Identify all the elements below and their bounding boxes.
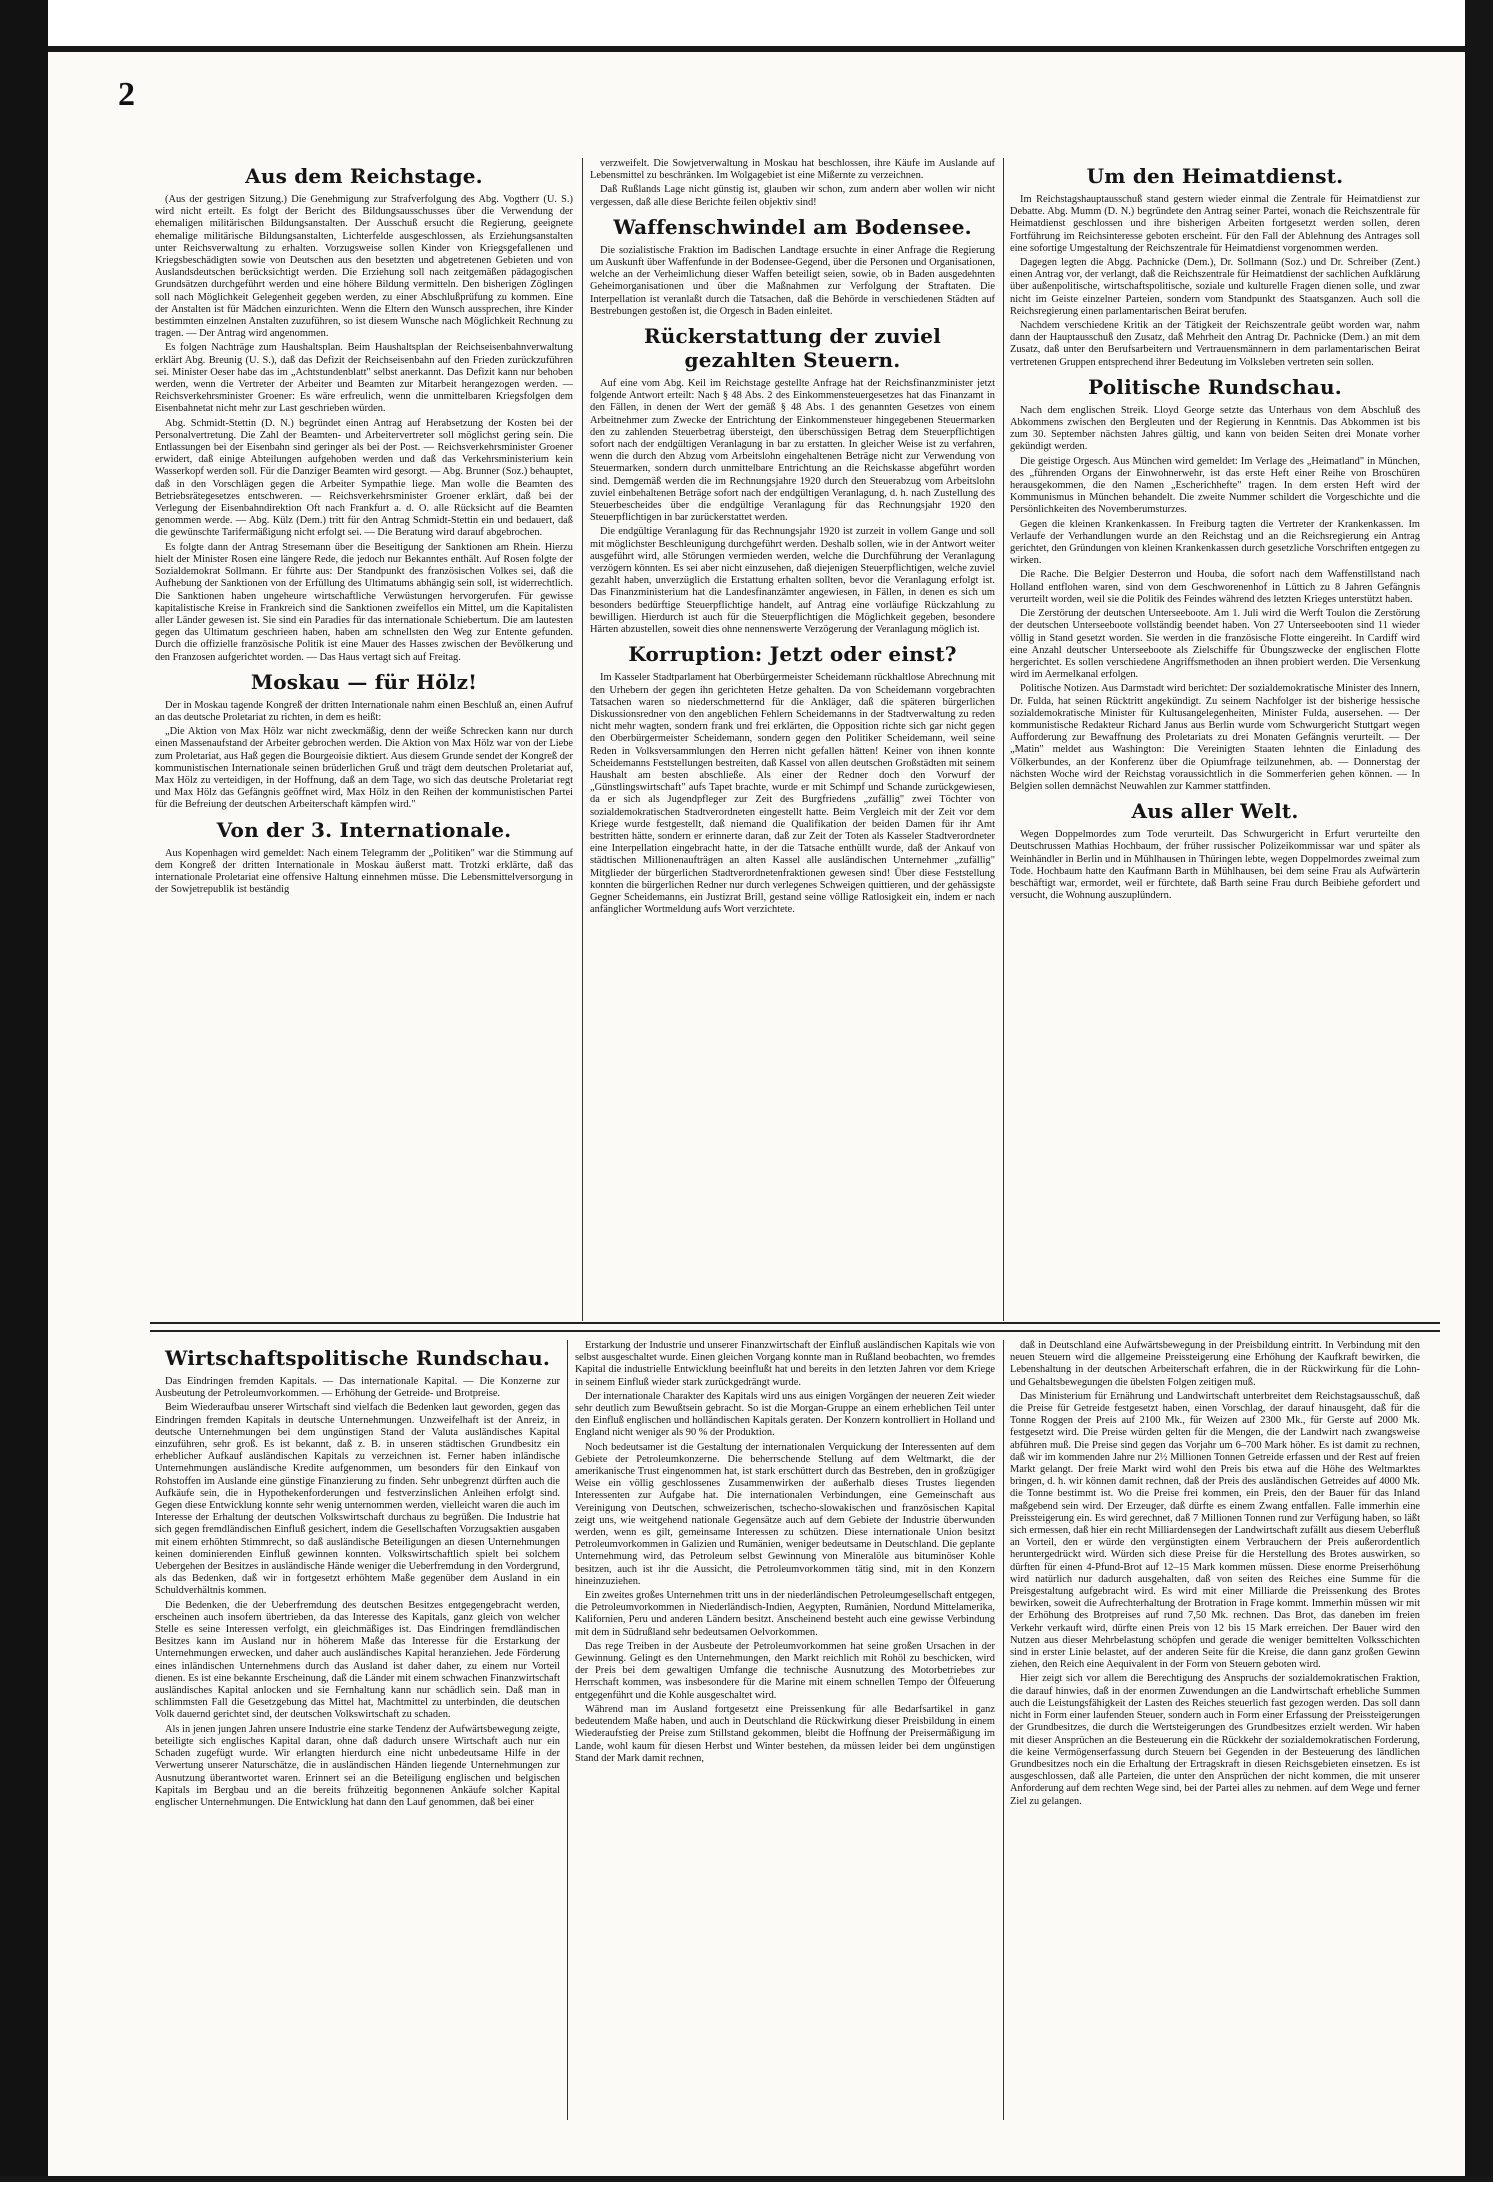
page-number: 2	[118, 76, 135, 113]
article-paragraph: Die sozialistische Fraktion im Badischen Landtage ersuchte in einer Anfrage die Regierung um Auskunft über Waffenfunde in der Bodensee-Gegend, über die Personen und Organisationen, welche an der Verheimlichung dieser Waffen beteiligt seien, sowie, ob in Baden ausgedehnten Geheimorganisationen und über die Maßnahmen zur Verfolgung der Straftaten. Die Interpellation ist veranlaßt durch die Tatsachen, daß die Behörde in verschiedenen Städten auf Bestrebungen gestoßen ist, die Orgesch in Baden einleitet.	[590, 244, 995, 317]
article-paragraph: Als in jenen jungen Jahren unsere Industrie eine starke Tendenz der Aufwärtsbewegung zeigte, beteiligte sich englisches Kapital daran, ohne daß dadurch unsere Wirtschaft auch nur ein Schaden zugefügt wurde. Wir erlangten hierdurch eine nicht unbedeutsame Hilfe in der Verwertung unserer Naturschätze, die in ausländischen Händen liegende Unternehmungen zur Ausnutzung überantwortet waren. Erinnert sei an die Beteiligung englischen und belgischen Kapitals im Bergbau und an die bereits frühzeitig begonnenen Ankäufe solcher Kapital englischer Unternehmungen. Die Entwicklung hat dann den Lauf genommen, daß bei einer	[155, 1723, 560, 1808]
article-paragraph: Hier zeigt sich vor allem die Berechtigung des Anspruchs der sozialdemokratischen Fraktion, die darauf hinwies, daß in der enormen Zuwendungen an die Landwirtschaft erhebliche Summen auch die Leistungsfähigkeit der Lasten des Reiches steuerlich fast gezogen werden. Das soll dann nicht in Form einer laufenden Steuer, sondern auch in Form einer Erfassung der Preissteigerungen der Grundbesitzes, die durch die Wertsteigerungen des Grundbesitzes erzielt werden. Wir haben mit dieser Ansprüchen an die Besteuerung ein die Rückkehr der sozialdemokratischen Forderung, die keine Vermögenserfassung durch Steuern bei Gegenden in der Besteuerung des ländlichen Grundbesitzes noch ein die Erhaltung der Ertragskraft in diesen Reichsgebieten einsetzen. Es ist ausgeschlossen, daß alle Parteien, die unter den Ansprüchen der nicht kommen, die mit unserer Anforderung auf dem rechten Wege sind, bei der Partei alles zu nehmen. auf dem Wege und ferner Ziel zu gelangen.	[1010, 1673, 1420, 1807]
headline-von-der-3-internationale: Von der 3. Internationale.	[216, 817, 512, 842]
column-rule	[1003, 158, 1004, 1321]
article-paragraph: Abg. Schmidt-Stettin (D. N.) begründet einen Antrag auf Herabsetzung der Kosten bei der Personalvertretung. Die Zahl der Beamten- und Arbeitervertreter soll möglichst gering sein. Die Entlassungen bei der Eisenbahn sind geringer als bei der Post. — Reichsverkehrsminister Groener erwidert, daß einige Abteilungen aufgehoben werden und daß das Verkehrsministerium kein Wasserkopf werden soll. Für die Danziger Beamten wird gesorgt. — Abg. Brunner (Soz.) behauptet, daß in den Vorschlägen gegen die Arbeiter Sympathie liege. Man wolle die Beamten des Betriebsrätegesetzes entschweren. — Reichsverkehrsminister Groener erklärt, daß bei der Verlegung der Eisenbahndirektion Oft nach Frankfurt a. d. O. alle Rücksicht auf die Beamten genommen werde. — Abg. Külz (Dem.) tritt für den Antrag Schmidt-Stettin ein und bedauert, daß die gewünschte Tarifermäßigung nicht erfolgt sei. — Die Beratung wird darauf abgebrochen.	[155, 417, 573, 539]
article-paragraph: daß in Deutschland eine Aufwärtsbewegung in der Preisbildung eintritt. In Verbindung mit den neuen Steuern wird die allgemeine Preissteigerung eine Erhöhung der Kaufkraft bewirken, die Lebenshaltung in der deutschen Arbeiterschaft erfahren, die in der Rückwirkung für die Lohn- und Gehaltsbewegungen die übelsten Folgen zeitigen muß.	[1010, 1340, 1420, 1388]
article-paragraph: Nach dem englischen Streik. Lloyd George setzte das Unterhaus von dem Abschluß des Abkommens zwischen den Bergleuten und der Regierung in Kenntnis. Das Abkommen ist bis zum 30. September nächsten Jahres gültig, und kann von beiden Seiten drei Monate vorher gekündigt werden.	[1010, 404, 1420, 453]
column-top-middle	[590, 158, 995, 1320]
article-paragraph: Die geistige Orgesch. Aus München wird gemeldet: Im Verlage des „Heimatland" in München, des „führenden Organs der Einwohnerwehr, ist das erste Heft einer Reihe von Broschüren herausgekommen, die den Namen „Escherichhefte" tragen. In dem ersten Heft wird der Kommunismus in München behandelt. Die zweite Nummer schildert die Vorgeschichte und die Persönlichkeiten des Novemberumsturzes.	[1010, 455, 1420, 516]
article-paragraph: Es folgte dann der Antrag Stresemann über die Beseitigung der Sanktionen am Rhein. Hierzu hielt der Minister Rosen eine längere Rede, die jedoch nur Bekanntes enthält. Auf Rosen folgte der Sozialdemokrat Sollmann. Er führte aus: Der Standpunkt des französischen Volkes sei, daß die Aufhebung der Sanktionen von der Erfüllung des Ultimatums abhängig sein soll, ist widerrechtlich. Die Sanktionen haben ungeheure wirtschaftliche Verwüstungen hervorgerufen. Für gewisse kapitalistische Kreise in Frankreich sind die Sanktionen zweifellos ein Mittel, um die Kapitalisten aller Länder gewesen ist. Sie sind ein Paradies für das internationale Schiebertum. Die am lautesten gegen das Ultimatum geschrieen haben, haben am schnellsten den Weg zur Entente gefunden. Durch die offizielle französische Politik ist eine Mauer des Hasses zwischen der Bevölkerung und den Franzosen aufgerichtet worden. — Das Haus vertagt sich auf Freitag.	[155, 541, 573, 663]
article-paragraph: Politische Notizen. Aus Darmstadt wird berichtet: Der sozialdemokratische Minister des Innern, Dr. Fulda, hat seinen Rücktritt angekündigt. Zu seinem Nachfolger ist der bisherige hessische sozialdemokratische Minister für Kultusangelegenheiten, Minister Fulda, ausersehen. — Der kommunistische Redakteur Richard Janus aus Berlin wurde vom Schwurgericht Stuttgart wegen Aufforderung zur Bewaffnung des Proletariats zu drei Monaten Gefängnis verurteilt. — Der „Matin" meldet aus Washington: Die Vereinigten Staaten lehnten die Einladung des Völkerbundes, an der Konferenz über die Opiumfrage teilzunehmen, ab. — Donnerstag der nächsten Woche wird der Reichstag voraussichtlich in die Sommerferien gehen können. — In Belgien sollen demnächst Neuwahlen zur Kammer stattfinden.	[1010, 683, 1420, 792]
article-paragraph: Im Reichstagshauptausschuß stand gestern wieder einmal die Zentrale für Heimatdienst zur Debatte. Abg. Mumm (D. N.) begründete den Antrag seiner Partei, wonach die Reichszentrale für Heimatdienst geschlossen und ihre bisherigen Arbeiten fortgesetzt werden sollen, deren Fortführung im Reichsinteresse geboten erscheint. Für den Fall der Ablehnung des Antrages soll eine sofortige Umgestaltung der Reichszentrale für Heimatdienst vorgenommen werden.	[1010, 194, 1420, 254]
article-paragraph: Es folgen Nachträge zum Haushaltsplan. Beim Haushaltsplan der Reichseisenbahnverwaltung erklärt Abg. Breunig (U. S.), daß das Defizit der Reichseisenbahn auf den Frieden zurückzuführen sei. Minister Oeser habe das im „Achtstundenblatt" selbst anerkannt. Das Defizit kann nur behoben werden, wenn die Vertreter der Arbeiter und Beamten zur Mitarbeit herangezogen werden. — Reichsverkehrsminister Groener: Es wäre erfreulich, wenn die unmittelbaren Kriegsfolgen dem Eisenbahnetat nicht mehr zur Last geschrieben würden.	[155, 342, 573, 415]
headline-korruption-jetzt-oder-einst: Korruption: Jetzt oder einst?	[628, 642, 957, 667]
article-paragraph: „Die Aktion von Max Hölz war nicht zweckmäßig, denn der weiße Schrecken kann nur durch einen Massenaufstand der Arbeiter gebrochen werden. Die Aktion von Max Hölz war von der Liebe zum Proletariat, aus Haß gegen die Bourgeoisie diktiert. Aus diesem Grunde sendet der Kongreß der kommunistischen Internationale seinen brüderlichen Gruß und trägt dem deutschen Proletariat auf, Max Hölz zu verteidigen, in der Hoffnung, daß an dem Tage, wo sich das deutsche Proletariat regt und Max Hölz das Gefängnis geöffnet wird, Max Hölz in den Reihen der kommunistischen Partei für die Befreiung der deutschen Arbeiterschaft kämpfen wird."	[155, 726, 573, 811]
article-paragraph: Wegen Doppelmordes zum Tode verurteilt. Das Schwurgericht in Erfurt verurteilte den Deutschrussen Mathias Hochbaum, der früher russischer Polizeikommissar war und später als Weinhändler in Berlin und in Mühlhausen in Thüringen lebte, wegen Doppelmordes zweimal zum Tode. Hochbaum hatte den Kaufmann Barth in Mühlhausen, bei dem seine Frau als Aufwärterin beschäftigt war, ermordet, weil er fürchtete, daß Barth seine Frau durch Beibiehe gefordert und versucht, die Wohnung auszuplündern.	[1010, 829, 1420, 902]
article-paragraph: Der internationale Charakter des Kapitals wird uns aus einigen Vorgängen der neueren Zeit wieder sehr deutlich zum Bewußtsein gebracht. So ist die Morgan-Gruppe an einem erheblichen Teil unter den Einfluß englischen und holländischen Kapitals geraten. Der Konzern kontrolliert in Holland und England nicht weniger als 90 % der Produktion.	[575, 1390, 995, 1439]
column-top-left	[155, 158, 573, 1320]
column-bottom-right	[1010, 1340, 1420, 2118]
article-paragraph: Dagegen legten die Abgg. Pachnicke (Dem.), Dr. Sollmann (Soz.) und Dr. Schreiber (Zent.) einen Antrag vor, der verlangt, daß die Reichszentrale für Heimatdienst der sachlichen Aufklärung über außenpolitische, wirtschaftspolitische, soziale und kulturelle Fragen dienen solle, und zwar nicht im Geiste einzelner Parteien, sondern vom Standpunkt des Staatsganzen. Auch soll die Reichsregierung einen parlamentarischen Beirat berufen.	[1010, 257, 1420, 317]
headline-aus-aller-welt: Aus aller Welt.	[1131, 799, 1299, 824]
article-paragraph: Noch bedeutsamer ist die Gestaltung der internationalen Verquickung der Interessenten auf dem Gebiete der Petroleumkonzerne. Die beherrschende Stellung auf dem Weltmarkt, die der amerikanische Trust eingenommen hat, ist stark erschüttert durch das Bestreben, den in großzügiger Weise ein völlig geschlossenes Zusammenwirken der außerhalb dieses Trustes liegenden Interessenten zur Aufgabe hat. Die internationalen Verbindungen, eine Gemeinschaft aus Vereinigung von Deutschen, schweizerischen, tschecho-slowakischen und französischen Kapital zeigt uns, wie weitgehend nationale Gegensätze auch auf dem Gebiete der Industrie überwunden werden, wenn es gilt, gemeinsame Interessen zu schützen. Diese internationale Union besitzt Petroleumvorkommen in Galizien und Rumänien, weniger bedeutsame in Deutschland. Die geplante Unternehmung wird, das Petroleum selbst Gewinnung von Mineralöle aus bituminöser Kohle besitzen, auch ist ihr die Aussicht, die Petroleumvorkommen tätig sind, mit in den Konzern hineinzuziehen.	[575, 1441, 995, 1587]
article-paragraph: Die Bedenken, die der Ueberfremdung des deutschen Besitzes entgegengebracht werden, erscheinen auch insofern übertrieben, da das Interesse des Kapitals, ganz gleich von welcher Stelle es seine Interessen verfolgt, ein gleichmäßiges ist. Das Eindringen fremdländischen Besitzes kann im Ausland nur in höherem Maße das Interesse für die Erstarkung der Unternehmungen erwecken, und daher auch ausländisches Kapital heranziehen. Jede Förderung eines inländischen Unternehmens durch das Ausland ist daher daher, zu einem nur Vorteil dienen. Es ist eine bekannte Erscheinung, daß die Länder mit einem schwachen Finanzwirtschaft ausländisches Kapital anlocken und sie Fernhaltung kann nur schädlich sein. Daß man in schlimmsten Fall die Gesetzgebung das Mittel hat, Machtmittel zu unterbinden, die deutschen Volk dauernd gerichtet sind, der deutschen Volkswirtschaft zu schaden.	[155, 1599, 560, 1721]
section-divider	[150, 1322, 1440, 1332]
article-paragraph: (Aus der gestrigen Sitzung.) Die Genehmigung zur Strafverfolgung des Abg. Vogtherr (U. S.) wird nicht erteilt. Es folgt der Bericht des Bildungsausschusses über die Verwendung der ehemaligen militärischen Bildungsanstalten. Der Ausschuß ersucht die Regierung, geeignete ehemalige militärische Bildungsanstalten, Lichterfelde ausgeschlossen, als Erziehungsanstalten unter Reichsverwaltung zu erhalten. Vorzugsweise sollen Kinder von Kriegsgefallenen und Kriegsbeschädigten sowie von Deutschen aus den besetzten und abgetretenen Gebieten und von Auslandsdeutschen berücksichtigt werden. Die Erziehung soll nach zeitgemäßen pädagogischen Grundsätzen durchgeführt werden und eine höhere Bildung vermitteln. Den bisherigen Zöglingen soll nach Möglichkeit Gelegenheit gegeben werden, zu einer Abschlußprüfung zu kommen. Eine der Anstalten ist für Mädchen einzurichten. Wenn die Eltern den Wunsch aussprechen, ihre Kinder bestimmten einzelnen Anstalten zuzuführen, so ist diesem Wunsche nach Möglichkeit Rechnung zu tragen. — Der Antrag wird angenommen.	[155, 194, 573, 340]
article-paragraph: Die Rache. Die Belgier Desterron und Houba, die sofort nach dem Waffenstillstand nach Holland entflohen waren, sind von dem Geschworenenhof in Lüttich zu 8 Jahren Gefängnis verurteilt worden, weil sie die Politik des Feindes während des letzten Krieges unterstützt haben.	[1010, 569, 1420, 605]
headline-politische-rundschau: Politische Rundschau.	[1088, 374, 1342, 399]
scan-frame-bottom	[0, 2176, 1493, 2210]
headline-waffenschwindel-am-bodensee: Waffenschwindel am Bodensee.	[613, 214, 972, 239]
article-paragraph: Gegen die kleinen Krankenkassen. In Freiburg tagten die Vertreter der Krankenkassen. Im Verlaufe der Verhandlungen wurde an den Reichstag und an die Reichsregierung ein Antrag gerichtet, den Gründungen von kleinen Krankenkassen durch gesetzliche Vorschriften entgegen zu wirken.	[1010, 518, 1420, 567]
article-paragraph: Das Ministerium für Ernährung und Landwirtschaft unterbreitet dem Reichstagsausschuß, daß die Preise für Getreide festgesetzt haben, einen Vorschlag, der darauf hinausgeht, daß für die Tonne Roggen der Preis auf 2100 Mk., für Weizen auf 2300 Mk., für Gerste auf 2000 Mk. festgesetzt wird. Die Preise würden gelten für die Mengen, die der Landwirt nach zwangsweise abführen muß. Die Preise sind gegen das Vorjahr um 6–700 Mark höher. Es ist damit zu rechnen, daß wir im kommenden Jahre nur 2½ Millionen Tonnen Getreide erfassen und der Rest auf freien Markt gelangt. Der freie Markt wird wohl den Preis bis etwa auf die Höhe des Weltmarktes bringen, d. h. wir können damit rechnen, daß der Preis des ausländischen Getreides auf 4000 Mk. die Tonne bestimmt ist. Wo die Preise frei kommen, ein Preis, den der Bauer für das Inland maßgebend sein wird. Der Erzeuger, daß dürfte es einem Zwang entfallen. Falle immerhin eine Preissteigerung ein. Es wird gerechnet, daß 7 Millionen Tonnen rund zur Verfügung haben, so läßt sich ermessen, daß hier ein recht Milliardensegen der Landwirtschaft zufällt aus diesem Ueberfluß an Vorteil, den er würde den vergünstigten einem Verbrauchern der Preis außerordentlich heruntergedrückt wird. Würden sich diese Preise für die Herstellung des Brotes auswirken, so dürften für einen 4-Pfund-Brot auf 12–15 Mark kommen müssen. Diese enorme Preiserhöhung wird natürlich nur dadurch ausgehalten, daß von seiten des Reiches eine Summe für die Preisgestaltung aufgebracht wird. Es wird mit einer Milliarde die Preissenkung des Brotes bewirken, soweit die Aufrechterhaltung der Brotration in Frage kommt. Immerhin müssen wir mit der Erhöhung des Brotpreises auf rund 7,50 Mk. rechnen. Das Brot, das daneben im freien Verkehr verkauft wird, dürfte einen Preis von 12 bis 15 Mark erreichen. Der Bauer wird den Nutzen aus dieser Mehrbelastung schöpfen und gerade die weniger bemittelten Volksschichten sind in erster Linie belastet, auf der anderen Seite für die Kreise, die dann ganz großen Gewinn ziehen, den Reich eine Aequivalent in der Form von Steuern geboten wird.	[1010, 1390, 1420, 1671]
article-paragraph: Auf eine vom Abg. Keil im Reichstage gestellte Anfrage hat der Reichsfinanzminister jetzt folgende Antwort erteilt: Nach § 48 Abs. 2 des Einkommensteuergesetzes hat das Finanzamt in den Fällen, in denen der Wert der gemäß § 48 Abs. 1 des genannten Gesetzes von einem Arbeitnehmer zum Zwecke der Entrichtung der Einkommensteuer hingegebenen Steuermarken den zu zahlenden Steuerbetrag übersteigt, den überschüssigen Betrag dem Steuerpflichtigen sofort nach der endgültigen Veranlagung in bar zu erstatten. In gleicher Weise ist zu verfahren, wenn die durch den Abzug vom Arbeitslohn eingehaltenen Beträge nicht zur Verwendung von Steuermarken, sondern durch unmittelbare Entrichtung an die Reichskasse abgeführt worden sind. Demgemäß werden die im Rechnungsjahre 1920 durch den Steuerabzug vom Arbeitslohn zuviel einbehaltenen Beträge sofort nach der endgültigen Veranlagung, d. h. nach Zustellung des Steuerbescheides über die endgültige Veranlagung für das Rechnungsjahr 1920 den Steuerpflichtigen in bar zurückerstattet werden.	[590, 378, 995, 524]
article-paragraph: verzweifelt. Die Sowjetverwaltung in Moskau hat beschlossen, ihre Käufe im Auslande auf Lebensmittel zu beschränken. Im Wolgagebiet ist eine Mißernte zu verzeichnen.	[590, 158, 995, 182]
article-paragraph: Die Zerstörung der deutschen Unterseeboote. Am 1. Juli wird die Werft Toulon die Zerstörung der deutschen Unterseeboote vollständig beendet haben. Von 27 Unterseebooten sind 11 wieder völlig in Stand gesetzt worden. Sie werden in die französische Flotte eingereiht. In Cardiff wird eine Anzahl deutscher Unterseeboote als Zielschiffe für Übungszwecke der englischen Flotte hergerichtet. Es sollen verschiedene Angriffsmethoden an ihnen probiert werden. Die Versenkung wird im Aermelkanal erfolgen.	[1010, 608, 1420, 681]
column-rule	[582, 158, 583, 1321]
article-paragraph: Daß Rußlands Lage nicht günstig ist, glauben wir schon, zum andern aber wollen wir nicht vergessen, daß alle diese Berichte feilen objektiv sind!	[590, 184, 995, 208]
scan-frame-right	[1465, 0, 1493, 2210]
article-paragraph: Ein zweites großes Unternehmen tritt uns in der niederländischen Petroleumgesellschaft entgegen, die Petroleumvorkommen in Niederländisch-Indien, Aegypten, Rumänien, Nordund Mittelamerika, Kalifornien, Peru und anderen Ländern besitzt. Anscheinend besteht auch eine gewisse Verbindung mit dem in Südrußland sehr bedeutsamen Oelvorkommen.	[575, 1590, 995, 1638]
column-rule	[567, 1340, 568, 2120]
column-bottom-middle	[575, 1340, 995, 2118]
article-paragraph: Während man im Ausland fortgesetzt eine Preissenkung für alle Bedarfsartikel in ganz bedeutendem Maße haben, und auch in Deutschland die Rückwirkung dieser Preisbildung in einem Wiederaufstieg der Preise zum Stillstand gekommen, bleibt die Hoffnung der Preisermäßigung im Lande, wohl kaum für diesen Herbst und Winter bestehen, da müssen leider bei dem ungünstigen Stand der Mark damit rechnen,	[575, 1703, 995, 1764]
headline-wirtschaftspolitische-rundschau: Wirtschaftspolitische Rundschau.	[164, 1346, 551, 1370]
headline-rueckerstattung-der-zuviel-gezahlten-steuern: Rückerstattung der zuviel gezahlten Steuern.	[643, 324, 942, 373]
article-paragraph: Beim Wiederaufbau unserer Wirtschaft sind vielfach die Bedenken laut geworden, gegen das Eindringen fremden Kapitals in deutsche Unternehmungen. Unzweifelhaft ist der Anreiz, in deutsche Unternehmungen bei dem ungünstigen Stand der Valuta ausländisches Kapital einzuführen, sehr groß. Es ist bekannt, daß z. B. in unseren städtischen Grundbesitz ein erheblicher Aufkauf ausländischen Kapitals zu verzeichnen ist. Ferner haben inländische Unternehmungen ausländische Kredite aufgenommen, um besonders für den Einkauf von Rohstoffen im Auslande eine günstige Finanzierung zu finden. Sehr unbegrenzt dürften auch die Aufkäufe sein, die in Hypothekenforderungen und festverzinslichen Anleihen erfolgt sind. Gegen diese Entwicklung konnte sehr wenig unternommen werden, vielleicht waren die auch im Interesse der Erhaltung der deutschen Volkswirtschaft durchaus zu begrüßen. Die Industrie hat sich gegen fremdländischen Einfluß gesichert, indem die Gesellschaften Vorzugsaktien ausgaben mit einem erhöhten Stimmrecht, so daß ausländische Beteiligungen an diesen Unternehmungen keinen dominierenden Einfluß gewinnen konnten. Volkswirtschaftlich spielt bei solchem Uebergehen der Besitzes in ausländische Hände weniger die Ueberfremdung in den Vordergrund, als das Bedenken, daß wir in fortgesetzt erhöhtem Maße gegenüber dem Ausland in ein Schuldverhältnis kommen.	[155, 1402, 560, 1597]
column-rule	[1003, 1340, 1004, 2120]
article-paragraph: Im Kasseler Stadtparlament hat Oberbürgermeister Scheidemann rückhaltlose Abrechnung mit den Urhebern der gegen ihn gerichteten Hetze gehalten. Da von Scheidemann vorgebrachten Tatsachen waren so niederschmetternd für die Ankläger, daß die späteren bürgerlichen Diskussionsredner von den angeblichen Fehlern Scheidemanns in der Stadtverwaltung zu reden nicht mehr wagten, sondern frank und frei erklärten, die Opposition richte sich gar nicht gegen den Oberbürgermeister Scheidemann, sondern gegen den Politiker Scheidemann, weil seine Reden in Volksversammlungen den Herren nicht gefallen hätten! Keiner von ihnen konnte Scheidemanns Feststellungen bestreiten, daß Kassel von allen deutschen Großstädten mit seinem Haushalt am besten abschließe. Als einer der Redner doch den Vorwurf der „Günstlingswirtschaft" aufs Tapet brachte, wurde er mit Schimpf und Schande zurückgewiesen, da er sich als Jugendpfleger zur Zeit des Burgfriedens „zufällig" zwei Töchter von sozialdemokratischen Stadtverordneten eingestellt hatte. Beim Vergleich mit der Zeit vor dem Kriege wurde festgestellt, daß niemand die Qualifikation der beiden Damen für ihr Amt bestritten hätte, sondern er erinnerte daran, daß zur Zeit der Toten als Kasseler Stadtverordneter eine Interpellation eingebracht hatte, in der die Tatsache enthüllt wurde, daß der Ankauf von städtischen Millionenaufträgen an alten Kassel alle ausländischen Unternehmer „zufällig" Mitglieder der bürgerlichen Stadtverordnetenfraktionen gewesen sind! Über diese Feststellung konnten die bürgerlichen Redner nur durch verlegenes Schweigen quittieren, und der gehässigste Gegner Scheidemanns, ein Justizrat Brill, gestand seine völlige Ratlosigkeit ein, indem er nach anfänglicher Wortmeldung aufs Wort verzichtete.	[590, 672, 995, 916]
article-paragraph: Das rege Treiben in der Ausbeute der Petroleumvorkommen hat seine großen Ursachen in der Gewinnung. Gelingt es den Unternehmungen, den Markt reichlich mit Rohöl zu beschicken, wird der Preis bei dem gewaltigen Umfange die technische Ausnutzung des Motorbetriebes zur Herrschaft kommen, was insbesondere für die Marine mit einem schnellen Tempo der Ölfeuerung entgegenführt und die Kohle ausgeschaltet wird.	[575, 1640, 995, 1701]
article-paragraph: Nachdem verschiedene Kritik an der Tätigkeit der Reichszentrale geübt worden war, nahm dann der Hauptausschuß den Zusatz, daß Mehrheit den Antrag Dr. Pachnicke (Dem.) an mit dem Zusatz, daß unter den Berufsarbeitern und Vertrauensmännern in dem parlamentarischen Beirat vertretenen Gruppen entsprechend ihrer Bedeutung im Volksleben vertreten sein sollen.	[1010, 320, 1420, 368]
scan-frame-left	[0, 0, 48, 2210]
column-bottom-left	[155, 1340, 560, 2118]
article-paragraph: Aus Kopenhagen wird gemeldet: Nach einem Telegramm der „Politiken" war die Stimmung auf dem Kongreß der dritten Internationale in Moskau äußerst matt. Trotzki erklärte, daß das internationale Proletariat eine offensive Haltung einnehmen müsse. Die Lebensmittelversorgung in der Sowjetrepublik ist beständig	[155, 847, 573, 896]
article-paragraph: Erstarkung der Industrie und unserer Finanzwirtschaft der Einfluß ausländischen Kapitals wie von selbst ausgeschaltet wurde. Einen gleichen Vorgang konnte man in Rußland beobachten, wo fremdes Kapital die industrielle Entwicklung beeinflußt hat und bereits in den letzten Jahren vor dem Kriege in seinem Einfluß wieder stark zurückgedrängt wurde.	[575, 1340, 995, 1388]
article-paragraph: Der in Moskau tagende Kongreß der dritten Internationale nahm einen Beschluß an, einen Aufruf an das deutsche Proletariat zu richten, in dem es heißt:	[155, 699, 573, 723]
article-paragraph: Die endgültige Veranlagung für das Rechnungsjahr 1920 ist zurzeit in vollem Gange und soll mit möglichster Beschleunigung durchgeführt werden. Deshalb sollen, wie in der Antwort weiter ausgeführt wird, alle Störungen vermieden werden, welche die Durchführung der Veranlagung verzögern könnten. Es sei aber nicht einzusehen, daß diejenigen Steuerpflichtigen, welche zuviel gezahlt haben, unverzüglich die Erstattung erhalten sollten, bevor die Veranlagung erfolgt ist. Das Finanzministerium hat die Landesfinanzämter angewiesen, in Fällen, in denen es sich um besonders bedürftige Steuerpflichtige handelt, auf Antrag eine vorläufige Rückzahlung zu bewilligen. Hierdurch ist auch für die Steuerpflichtigen die Möglichkeit gegeben, besondere Härten abzustellen, soweit dies ohne nennenswerte Verzögerung der Veranlagung möglich ist.	[590, 526, 995, 636]
headline-aus-dem-reichstage: Aus dem Reichstage.	[245, 164, 483, 188]
column-top-right	[1010, 158, 1420, 1320]
headline-moskau-fuer-hoelz: Moskau — für Hölz!	[250, 669, 478, 694]
headline-um-den-heimatdienst: Um den Heimatdienst.	[1086, 164, 1344, 188]
scan-frame-top	[0, 0, 1493, 52]
article-paragraph: Das Eindringen fremden Kapitals. — Das internationale Kapital. — Die Konzerne zur Ausbeutung der Petroleumvorkommen. — Erhöhung der Getreide- und Brotpreise.	[155, 1376, 560, 1400]
